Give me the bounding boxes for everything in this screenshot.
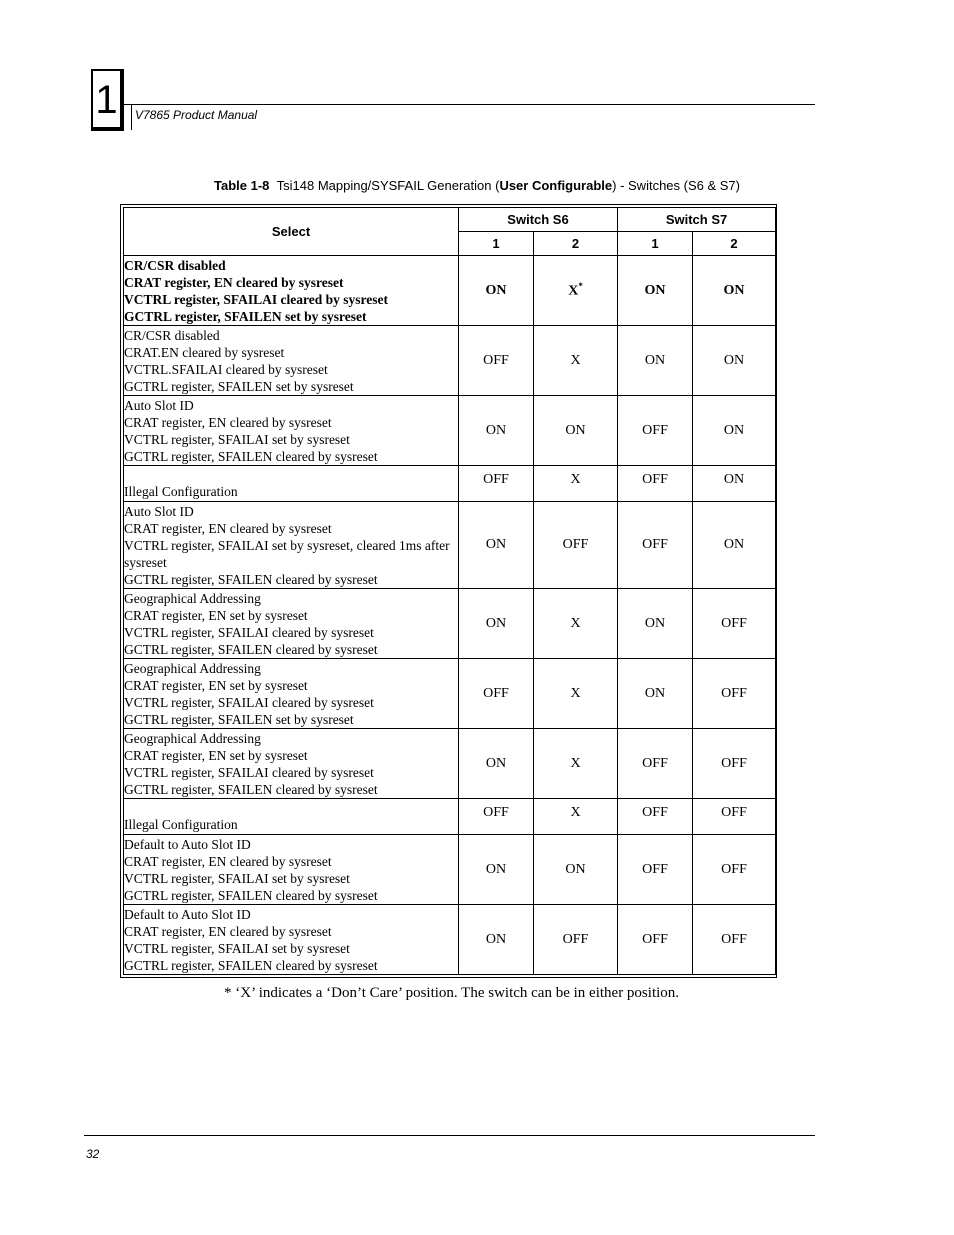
select-line: VCTRL register, SFAILAI set by sysreset	[124, 870, 350, 886]
switch-s7-pos-1-value	[618, 905, 693, 975]
switch-s6-pos-2-value	[534, 729, 618, 799]
switch-value-text: ON	[723, 537, 745, 552]
switch-s7-pos-1-value	[618, 326, 693, 396]
switch-s6-pos-2-value	[534, 326, 618, 396]
select-line: GCTRL register, SFAILEN set by sysreset	[124, 711, 354, 727]
table-caption-bold: User Configurable	[499, 178, 613, 193]
select-cell	[124, 905, 459, 975]
switch-value-text: OFF	[642, 861, 668, 877]
select-cell	[124, 659, 459, 729]
table-caption	[0, 178, 954, 193]
switch-value-text: ON	[565, 861, 586, 877]
switch-value-text: OFF	[642, 805, 668, 820]
switch-s7-pos-2-value	[693, 466, 776, 502]
switch-s6-pos-2-value	[534, 659, 618, 729]
header-select: Select	[124, 208, 459, 256]
switch-value-text: OFF	[483, 352, 509, 368]
switch-value-text: OFF	[721, 685, 747, 701]
select-line: Geographical Addressing	[124, 660, 261, 676]
table-row	[124, 466, 776, 502]
switch-value-text: OFF	[721, 931, 747, 947]
select-line: VCTRL register, SFAILAI cleared by sysreset	[124, 291, 388, 307]
select-line: VCTRL register, SFAILAI cleared by sysreset	[124, 764, 374, 780]
table-caption-suffix: ) - Switches (S6 & S7)	[612, 178, 740, 193]
switch-s6-pos-1-value	[459, 256, 534, 326]
switch-s6-pos-2-value	[534, 502, 618, 589]
switch-s6-pos-1-value	[459, 835, 534, 905]
switch-value-text: OFF	[642, 755, 668, 771]
chapter-number-tab: 1	[91, 69, 124, 131]
table-row	[124, 905, 776, 975]
switch-s7-pos-2-value	[693, 256, 776, 326]
select-line: VCTRL.SFAILAI cleared by sysreset	[124, 361, 328, 377]
table-row	[124, 589, 776, 659]
select-cell	[124, 466, 459, 502]
select-line: Auto Slot ID	[124, 397, 194, 413]
select-line: GCTRL register, SFAILEN cleared by sysreset	[124, 571, 378, 587]
select-line: CRAT register, EN cleared by sysreset	[124, 414, 332, 430]
switch-s7-pos-1-value	[618, 835, 693, 905]
switch-s6-pos-1-value	[459, 589, 534, 659]
switch-s7-pos-2-value	[693, 589, 776, 659]
switch-s7-pos-1-value	[618, 729, 693, 799]
table-row	[124, 799, 776, 835]
switch-value-text: OFF	[562, 537, 589, 552]
switch-s6-pos-2-value	[534, 589, 618, 659]
switch-value-text: ON	[485, 755, 507, 771]
select-line: Illegal Configuration	[124, 484, 238, 499]
switch-value-text: OFF	[483, 685, 509, 701]
switch-value-text: ON	[565, 422, 586, 438]
switch-s6-pos-1-value	[459, 396, 534, 466]
switch-s6-pos-2-value	[534, 396, 618, 466]
switch-s6-pos-1-value	[459, 799, 534, 835]
switch-value-text: ON	[485, 282, 507, 298]
switch-s7-pos-1-value	[618, 396, 693, 466]
switch-value-text: X	[570, 472, 581, 487]
select-cell	[124, 589, 459, 659]
select-line: VCTRL register, SFAILAI set by sysreset, cleared 1ms after sysreset	[124, 537, 450, 570]
switch-value-text: OFF	[721, 755, 747, 771]
switch-s7-pos-1-value	[618, 799, 693, 835]
select-line: CRAT register, EN cleared by sysreset	[124, 274, 344, 290]
switch-value-text: ON	[644, 352, 666, 368]
switch-s7-pos-1-value	[618, 502, 693, 589]
switch-s6-pos-1-value	[459, 905, 534, 975]
select-line: Geographical Addressing	[124, 590, 261, 606]
select-line: CR/CSR disabled	[124, 257, 226, 273]
select-cell	[124, 835, 459, 905]
select-line: CRAT register, EN set by sysreset	[124, 747, 308, 763]
table-row	[124, 659, 776, 729]
select-line: GCTRL register, SFAILEN set by sysreset	[124, 308, 367, 324]
switch-value-text: OFF	[642, 537, 668, 552]
table-caption-text: Tsi148 Mapping/SYSFAIL Generation (	[276, 178, 500, 193]
table-caption-label: Table 1-8	[214, 178, 270, 193]
switch-value-text: OFF	[483, 472, 509, 487]
switch-value-text: OFF	[642, 931, 668, 947]
switch-s7-pos-1-value	[618, 256, 693, 326]
select-line: Illegal Configuration	[124, 817, 238, 832]
switch-value-text: ON	[485, 422, 507, 438]
switch-value-text: OFF	[642, 472, 668, 487]
switch-value-text: ON	[644, 685, 666, 701]
switch-s6-pos-2-value	[534, 905, 618, 975]
switch-value-text: X	[568, 283, 579, 299]
header-switch-s7: Switch S7	[618, 208, 776, 232]
select-line: VCTRL register, SFAILAI cleared by sysreset	[124, 624, 374, 640]
select-line: CRAT.EN cleared by sysreset	[124, 344, 285, 360]
dont-care-footnote-mark: *	[578, 281, 583, 292]
switch-value-text: ON	[485, 931, 507, 947]
header-s6-pos-2: 2	[534, 232, 618, 256]
switch-s7-pos-2-value	[693, 835, 776, 905]
footnote: * ‘X’ indicates a ‘Don’t Care’ position. The switch can be in either position.	[224, 985, 680, 1001]
table-row	[124, 396, 776, 466]
header-divider	[131, 104, 132, 130]
select-cell	[124, 256, 459, 326]
switch-value-text: X	[570, 755, 581, 771]
table-body	[124, 256, 776, 975]
switch-value-text: OFF	[721, 805, 747, 820]
switch-s7-pos-2-value	[693, 905, 776, 975]
header-s7-pos-1: 1	[618, 232, 693, 256]
select-line: VCTRL register, SFAILAI set by sysreset	[124, 940, 350, 956]
select-line: Default to Auto Slot ID	[124, 836, 251, 852]
switch-s6-pos-2-value	[534, 466, 618, 502]
switch-value-text: X	[570, 352, 581, 368]
switch-value-text: X	[570, 805, 581, 820]
switch-s7-pos-2-value	[693, 396, 776, 466]
switch-s7-pos-2-value	[693, 799, 776, 835]
switch-value-text: ON	[644, 615, 666, 631]
switch-value-text: ON	[723, 472, 745, 487]
switch-value-text: ON	[485, 861, 507, 877]
switch-value-text: X	[570, 615, 581, 631]
table-row	[124, 835, 776, 905]
table-row	[124, 256, 776, 326]
select-line: CRAT register, EN set by sysreset	[124, 607, 308, 623]
header-s6-pos-1: 1	[459, 232, 534, 256]
select-line: GCTRL register, SFAILEN set by sysreset	[124, 378, 354, 394]
switch-value-text: OFF	[483, 805, 509, 820]
header-rule	[124, 104, 815, 105]
switch-s7-pos-2-value	[693, 729, 776, 799]
switch-s6-pos-1-value	[459, 502, 534, 589]
select-line: CR/CSR disabled	[124, 327, 220, 343]
select-line: Geographical Addressing	[124, 730, 261, 746]
select-line: Default to Auto Slot ID	[124, 906, 251, 922]
footer-rule	[84, 1135, 815, 1136]
switch-value-text: OFF	[642, 422, 668, 438]
header-switch-s6: Switch S6	[459, 208, 618, 232]
select-cell	[124, 502, 459, 589]
switch-s6-pos-1-value	[459, 466, 534, 502]
switch-s7-pos-1-value	[618, 589, 693, 659]
switch-value-text: OFF	[721, 861, 747, 877]
select-line: CRAT register, EN set by sysreset	[124, 677, 308, 693]
manual-title: V7865 Product Manual	[135, 108, 258, 122]
select-line: GCTRL register, SFAILEN cleared by sysreset	[124, 957, 378, 973]
switch-value-text: ON	[485, 537, 507, 552]
switch-value-text: ON	[723, 422, 745, 438]
table-row	[124, 729, 776, 799]
select-cell	[124, 799, 459, 835]
select-line: CRAT register, EN cleared by sysreset	[124, 853, 332, 869]
switch-value-text: X	[570, 685, 581, 701]
switch-value-text: OFF	[562, 931, 589, 947]
header-s7-pos-2: 2	[693, 232, 776, 256]
table-row	[124, 326, 776, 396]
switch-value-text: ON	[723, 352, 745, 368]
switch-s7-pos-1-value	[618, 466, 693, 502]
select-cell	[124, 396, 459, 466]
switch-value-text: ON	[485, 615, 507, 631]
select-line: GCTRL register, SFAILEN cleared by sysreset	[124, 641, 378, 657]
switch-value-text: OFF	[721, 615, 747, 631]
switch-value-text: ON	[723, 282, 745, 298]
switch-value-text: ON	[644, 282, 666, 298]
switch-s7-pos-2-value	[693, 326, 776, 396]
page-number: 32	[86, 1147, 100, 1161]
switch-s6-pos-1-value	[459, 659, 534, 729]
select-line: GCTRL register, SFAILEN cleared by sysreset	[124, 887, 378, 903]
select-cell	[124, 729, 459, 799]
select-line: GCTRL register, SFAILEN cleared by sysreset	[124, 781, 378, 797]
select-line: VCTRL register, SFAILAI set by sysreset	[124, 431, 350, 447]
select-line: Auto Slot ID	[124, 503, 194, 519]
select-line: CRAT register, EN cleared by sysreset	[124, 520, 332, 536]
switch-s6-pos-2-value	[534, 799, 618, 835]
switch-s6-pos-2-value	[534, 835, 618, 905]
switch-s6-pos-1-value	[459, 326, 534, 396]
select-line: CRAT register, EN cleared by sysreset	[124, 923, 332, 939]
switch-s7-pos-2-value	[693, 502, 776, 589]
switch-s7-pos-2-value	[693, 659, 776, 729]
select-cell	[124, 326, 459, 396]
switch-s6-pos-1-value	[459, 729, 534, 799]
select-line: VCTRL register, SFAILAI cleared by sysreset	[124, 694, 374, 710]
switch-settings-table	[123, 207, 776, 975]
switch-s7-pos-1-value	[618, 659, 693, 729]
switch-s6-pos-2-value	[534, 256, 618, 326]
table-row	[124, 502, 776, 589]
select-line: GCTRL register, SFAILEN cleared by sysreset	[124, 448, 378, 464]
